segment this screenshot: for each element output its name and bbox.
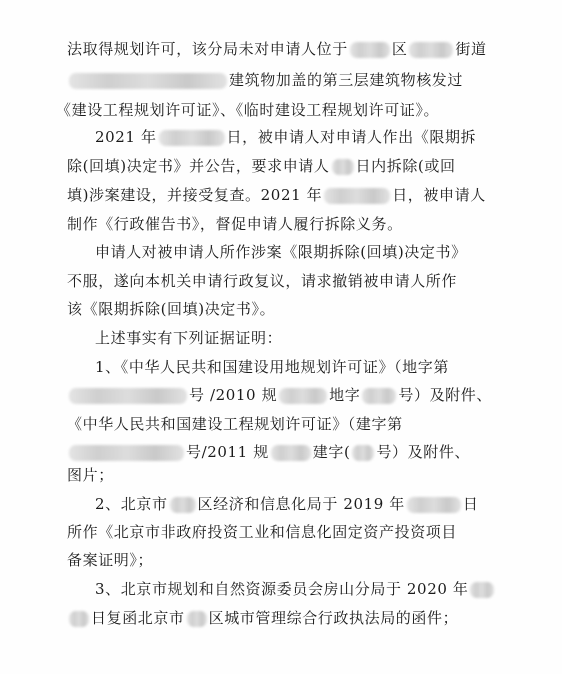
text-line-2 (67, 70, 463, 90)
text-line-13 (67, 385, 492, 405)
text: 日复函北京市 (91, 609, 185, 627)
text: 2021 年 (95, 128, 157, 146)
text: 3、北京市规划和自然资源委员会房山分局于 2020 年 (95, 580, 469, 598)
text: 建筑物加盖的第三层建筑物核发过 (229, 71, 464, 89)
text: 法取得规划许可，该分局未对申请人位于 (67, 40, 348, 58)
redaction (407, 497, 461, 513)
redaction (187, 611, 207, 627)
text: 地字 (329, 386, 361, 404)
text: 2、北京市 (95, 495, 168, 513)
text: 区经济和信息化局于 2019 年 (197, 495, 405, 513)
redaction (69, 388, 187, 404)
text-line-1 (67, 39, 487, 59)
text-line-7 (67, 214, 403, 234)
text: 不服，遂向本机关申请行政复议，请求撤销被申请人所作 (67, 272, 458, 290)
text-line-8 (95, 242, 467, 262)
redaction (324, 188, 390, 204)
redaction (470, 582, 494, 598)
text: 图片； (67, 466, 114, 484)
text-line-10 (67, 299, 275, 319)
redaction (279, 388, 327, 404)
text: 备案证明》； (67, 551, 154, 569)
text-line-18 (67, 522, 457, 542)
text-line-6 (67, 185, 486, 205)
text: 申请人对被申请人所作涉案《限期拆除(回填)决定书》 (95, 243, 467, 261)
text-line-9 (67, 271, 457, 291)
text-line-20 (95, 579, 496, 599)
redaction (332, 159, 354, 175)
text-line-16 (67, 465, 114, 485)
redaction (352, 445, 374, 461)
redaction (69, 611, 89, 627)
text-line-3 (56, 100, 439, 120)
text: 号）及附件、 (398, 386, 492, 404)
text-line-17 (95, 494, 478, 514)
text: 制作《行政催告书》，督促申请人履行拆除义务。 (67, 215, 403, 233)
text: 除(回填)决定书》并公告，要求申请人 (67, 157, 330, 175)
text: 上述事实有下列证据证明： (95, 329, 283, 347)
redaction (69, 73, 227, 89)
text: 号 /2010 规 (189, 386, 278, 404)
text: 该《限期拆除(回填)决定书》。 (67, 300, 276, 318)
redaction (350, 42, 390, 58)
text: 所作《北京市非政府投资工业和信息化固定资产投资项目 (67, 523, 458, 541)
text-line-19 (67, 550, 153, 570)
text-line-21 (67, 608, 458, 628)
text-line-12 (95, 357, 449, 377)
text: 日 (462, 495, 479, 513)
redaction (170, 497, 196, 513)
text-line-4 (95, 127, 476, 147)
text: 日，被申请人对申请人作出《限期拆 (226, 128, 477, 146)
text: 街道 (455, 40, 487, 58)
redaction (69, 445, 184, 461)
text-line-5 (67, 156, 456, 176)
text: 区城市管理综合行政执法局的函件； (208, 609, 459, 627)
text-line-15 (67, 442, 470, 462)
redaction (409, 42, 453, 58)
text: 号/2011 规 (186, 443, 269, 461)
text: 1、《中华人民共和国建设用地规划许可证》（地字第 (95, 358, 449, 376)
text: 建字( (312, 443, 351, 461)
text: 《中华人民共和国建设工程规划许可证》（建字第 (67, 415, 403, 433)
redaction (159, 130, 225, 146)
text: 区 (391, 40, 408, 58)
text: 号）及附件、 (376, 443, 471, 461)
text: 《建设工程规划许可证》、《临时建设工程规划许可证》。 (56, 101, 440, 119)
redaction (271, 445, 311, 461)
text-line-11 (95, 328, 282, 348)
text: 日，被申请人 (392, 186, 486, 204)
text: 日内拆除(或回 (355, 157, 456, 175)
text-line-14 (67, 414, 403, 434)
redaction (362, 388, 396, 404)
text: 填)涉案建设，并接受复查。2021 年 (67, 186, 323, 204)
